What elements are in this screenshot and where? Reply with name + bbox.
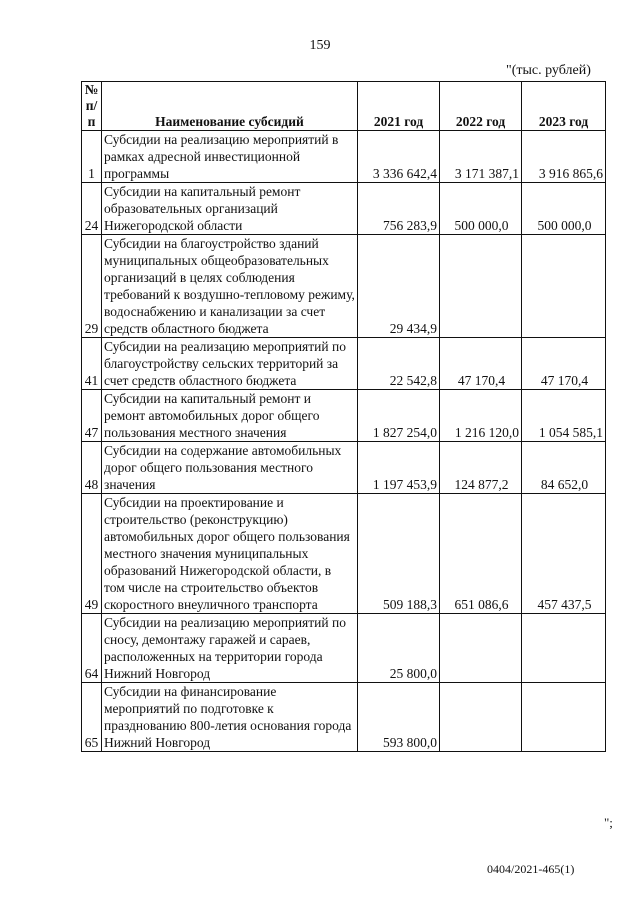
row-value-2023 <box>522 683 606 752</box>
row-num: 64 <box>82 614 102 683</box>
closing-quote-mark: "; <box>604 815 613 830</box>
header-2022: 2022 год <box>440 82 522 131</box>
row-value-2023 <box>522 235 606 338</box>
row-value-2021: 25 800,0 <box>358 614 440 683</box>
table-row <box>82 683 606 752</box>
table-row <box>82 235 606 338</box>
table-row <box>82 442 606 494</box>
table-row <box>82 183 606 235</box>
header-num: № п/п <box>82 82 102 131</box>
table-row <box>82 494 606 614</box>
row-num: 48 <box>82 442 102 494</box>
header-2021: 2021 год <box>358 82 440 131</box>
row-name: Субсидии на финансирование мероприятий по подготовке к празднованию 800-летия основания города Нижний Новгород <box>102 683 358 752</box>
units-label: "(тыс. рублей) <box>506 63 591 78</box>
row-value-2021: 22 542,8 <box>358 338 440 390</box>
row-value-2023: 500 000,0 <box>522 183 606 235</box>
row-name: Субсидии на реализацию мероприятий по благоустройству сельских территорий за счет средств областного бюджета <box>102 338 358 390</box>
row-name: Субсидии на содержание автомобильных дорог общего пользования местного значения <box>102 442 358 494</box>
row-num: 29 <box>82 235 102 338</box>
row-value-2022: 3 171 387,1 <box>440 131 522 183</box>
row-value-2021: 1 197 453,9 <box>358 442 440 494</box>
document-code: 0404/2021-465(1) <box>487 862 575 876</box>
row-value-2021: 509 188,3 <box>358 494 440 614</box>
row-value-2023: 1 054 585,1 <box>522 390 606 442</box>
row-value-2022 <box>440 235 522 338</box>
row-value-2022 <box>440 683 522 752</box>
row-name: Субсидии на реализацию мероприятий по сносу, демонтажу гаражей и сараев, расположенных на территории города Нижний Новгород <box>102 614 358 683</box>
row-value-2022: 1 216 120,0 <box>440 390 522 442</box>
row-name: Субсидии на проектирование и строительство (реконструкцию) автомобильных дорог общего пользования местного значения муниципальных образований Нижегородской области, в том числе на строительство объектов скоростного внеуличного транспорта <box>102 494 358 614</box>
row-num: 24 <box>82 183 102 235</box>
row-value-2022: 47 170,4 <box>440 338 522 390</box>
row-num: 49 <box>82 494 102 614</box>
row-value-2021: 29 434,9 <box>358 235 440 338</box>
row-value-2022: 500 000,0 <box>440 183 522 235</box>
table-row <box>82 390 606 442</box>
header-name: Наименование субсидий <box>102 82 358 131</box>
row-value-2023: 84 652,0 <box>522 442 606 494</box>
header-2023: 2023 год <box>522 82 606 131</box>
row-name: Субсидии на капитальный ремонт и ремонт автомобильных дорог общего пользования местного значения <box>102 390 358 442</box>
table-row <box>82 614 606 683</box>
row-name: Субсидии на реализацию мероприятий в рамках адресной инвестиционной программы <box>102 131 358 183</box>
row-num: 1 <box>82 131 102 183</box>
row-num: 47 <box>82 390 102 442</box>
row-value-2021: 593 800,0 <box>358 683 440 752</box>
row-value-2022: 124 877,2 <box>440 442 522 494</box>
row-num: 65 <box>82 683 102 752</box>
table-row <box>82 338 606 390</box>
row-value-2022 <box>440 614 522 683</box>
row-value-2021: 3 336 642,4 <box>358 131 440 183</box>
row-name: Субсидии на капитальный ремонт образовательных организаций Нижегородской области <box>102 183 358 235</box>
row-name: Субсидии на благоустройство зданий муниципальных общеобразовательных организаций в целях соблюдения требований к воздушно-тепловому режиму, водоснабжению и канализации за счет средств областного бюджета <box>102 235 358 338</box>
table-row <box>82 131 606 183</box>
row-value-2021: 1 827 254,0 <box>358 390 440 442</box>
row-value-2023: 3 916 865,6 <box>522 131 606 183</box>
row-num: 41 <box>82 338 102 390</box>
row-value-2023 <box>522 614 606 683</box>
row-value-2023: 47 170,4 <box>522 338 606 390</box>
row-value-2023: 457 437,5 <box>522 494 606 614</box>
page-number: 159 <box>309 38 331 53</box>
row-value-2022: 651 086,6 <box>440 494 522 614</box>
subsidies-table <box>81 81 606 752</box>
row-value-2021: 756 283,9 <box>358 183 440 235</box>
table-header-row <box>82 82 606 131</box>
